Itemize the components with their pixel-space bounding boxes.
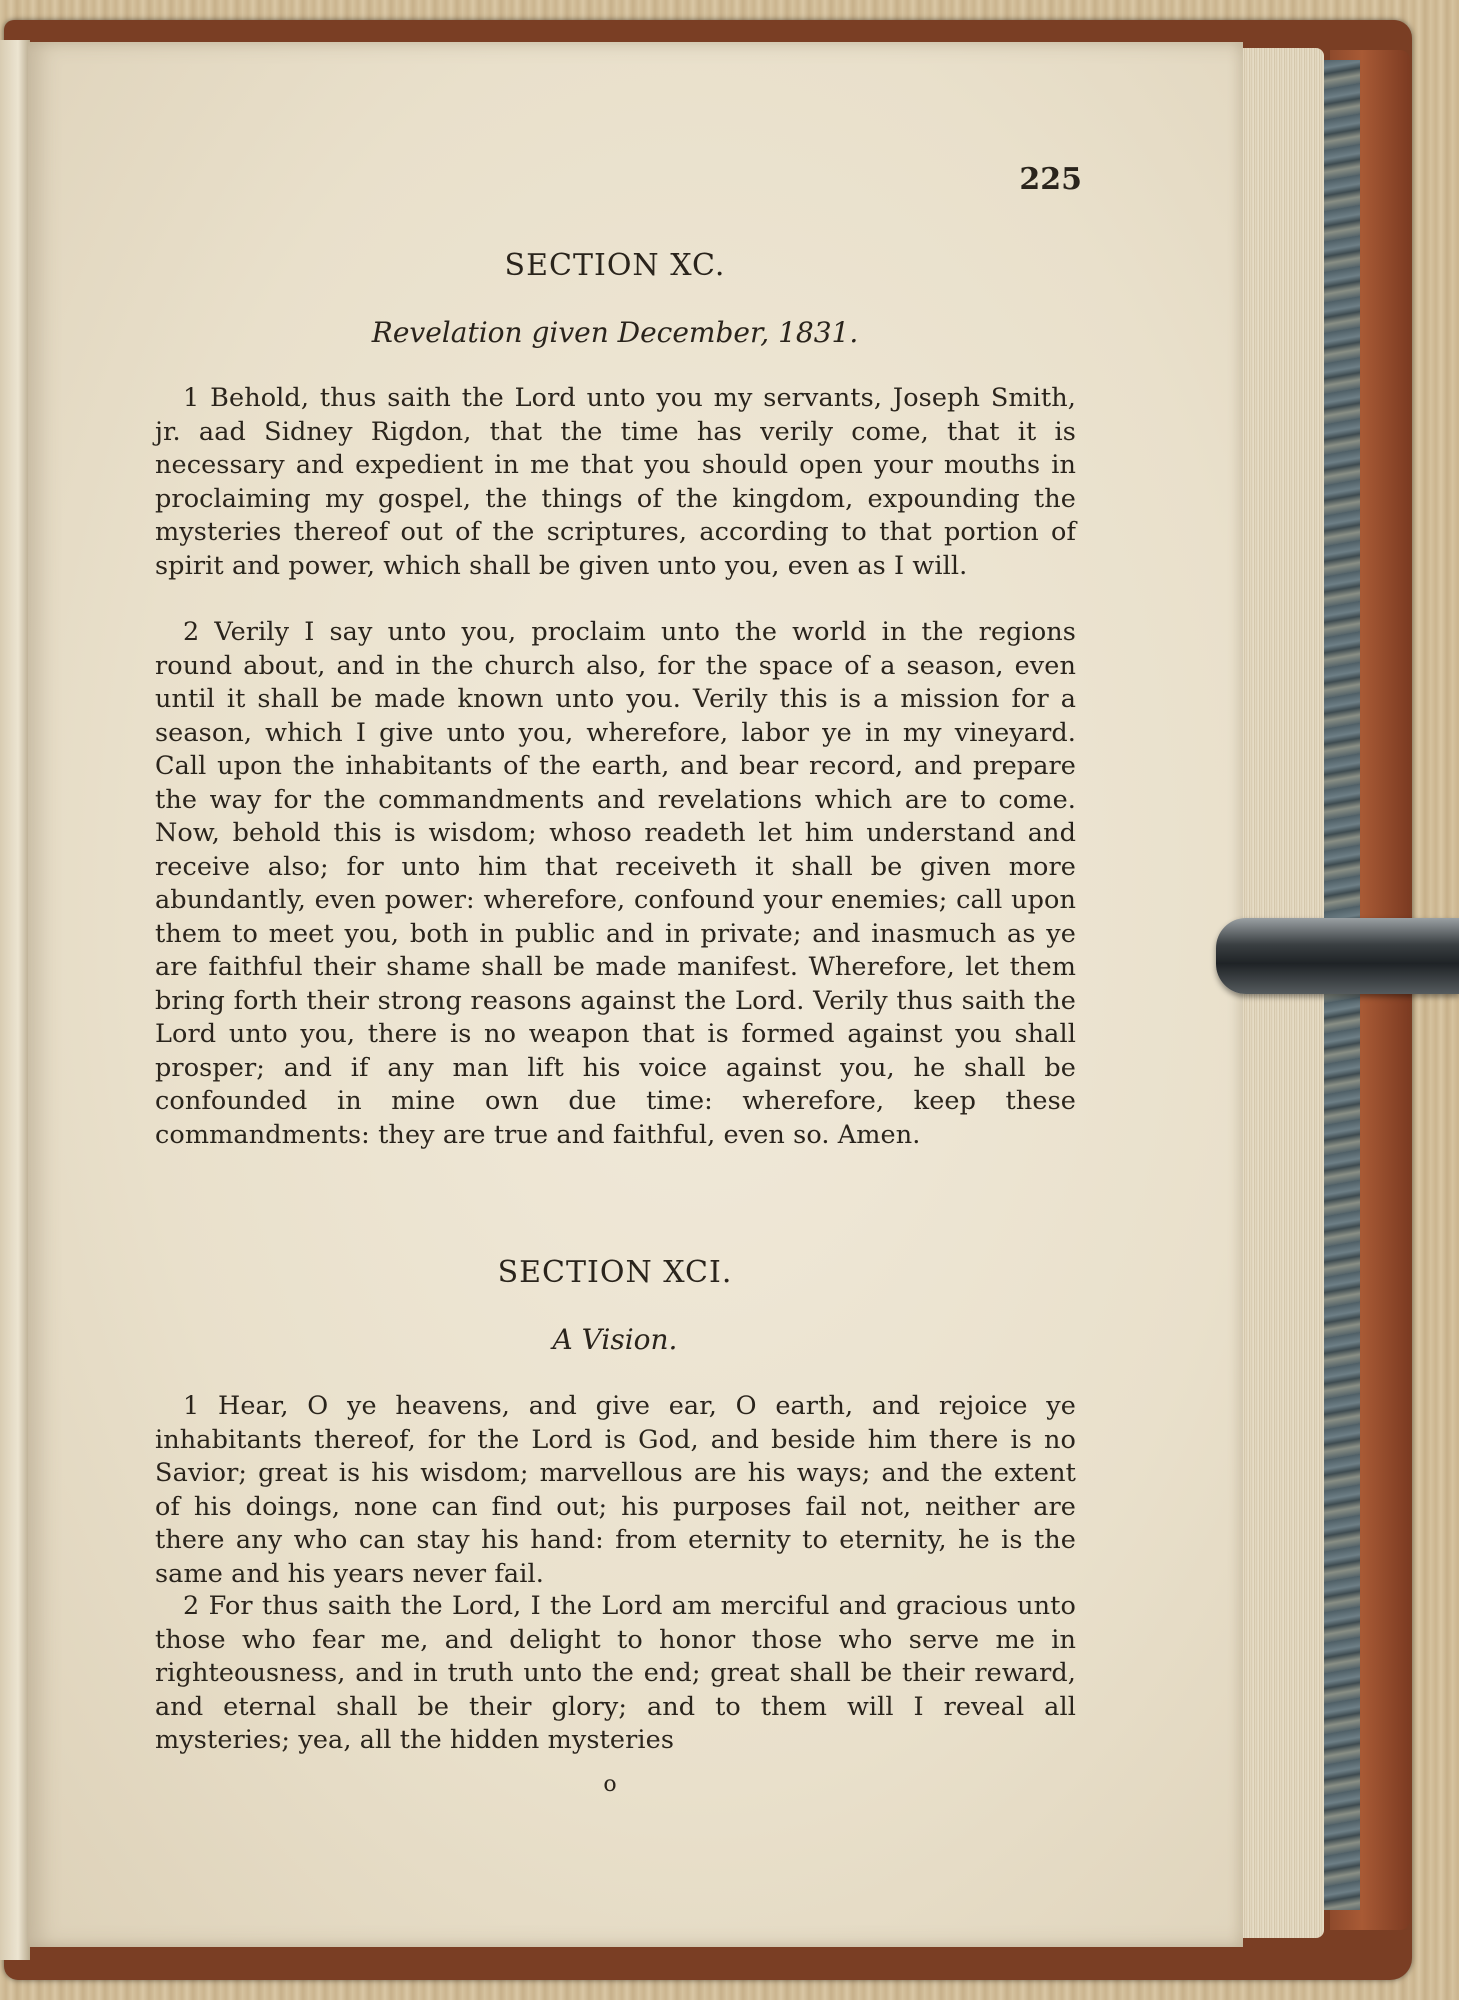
paragraph: 2 For thus saith the Lord, I the Lord am merciful and gracious unto those who fear me, and delight to honor those who serve me in righteousness, and in truth unto the end; great shall be their reward, and eternal shall be their glory; and to them will I reveal all mysteries; yea, all the hidden mysteries bbox=[155, 1591, 1076, 1755]
section-subtitle: Revelation given December, 1831. bbox=[371, 316, 859, 349]
page-number: 225 bbox=[1019, 162, 1082, 197]
paragraph: 1 Behold, thus saith the Lord unto you my servants, Joseph Smith, jr. aad Sidney Rigdon, that the time has verily come, that it is necessary and expedient in me that you should open your mouths in proclaiming my gospel, the things of the kingdom, expounding the mysteries thereof out of the scriptures, according to that portion of spirit and power, which shall be given unto you, even as I will. bbox=[155, 383, 1076, 581]
left-page-edge bbox=[0, 40, 30, 1960]
page-clip bbox=[1216, 918, 1459, 994]
section-subtitle: A Vision. bbox=[552, 1323, 678, 1356]
paragraph: 1 Hear, O ye heavens, and give ear, O earth, and rejoice ye inhabitants thereof, for the Lord is God, and beside him there is no Savior; great is his wisdom; marvellous are his ways; and the extent of his doings, none can find out; his purposes fail not, neither are there any who can stay his hand: from eternity to eternity, he is the same and his years never fail. bbox=[155, 1391, 1076, 1589]
section-title: SECTION XCI. bbox=[497, 1255, 733, 1290]
signature-mark: o bbox=[603, 1772, 617, 1797]
paragraph: 2 Verily I say unto you, proclaim unto the world in the regions round about, and in the church also, for the space of a season, even until it shall be made known unto you. Verily this is a mission for a season, which I give unto you, wherefore, labor ye in my vineyard. Call upon the inhabitants of the earth, and bear record, and prepare the way for the commandments and revelations which are to come. Now, behold this is wisdom; whoso readeth let him understand and receive also; for unto him that receiveth it shall be given more abundantly, even power: wherefore, confound your enemies; call upon them to meet you, both in public and in private; and inasmuch as ye are faithful their shame shall be made manifest. Wherefore, let them bring forth their strong reasons against the Lord. Verily thus saith the Lord unto you, there is no weapon that is formed against you shall prosper; and if any man lift his voice against you, he shall be confounded in mine own due time: wherefore, keep these commandments: they are true and faithful, even so. Amen. bbox=[155, 617, 1076, 1150]
section-title: SECTION XC. bbox=[504, 248, 726, 283]
